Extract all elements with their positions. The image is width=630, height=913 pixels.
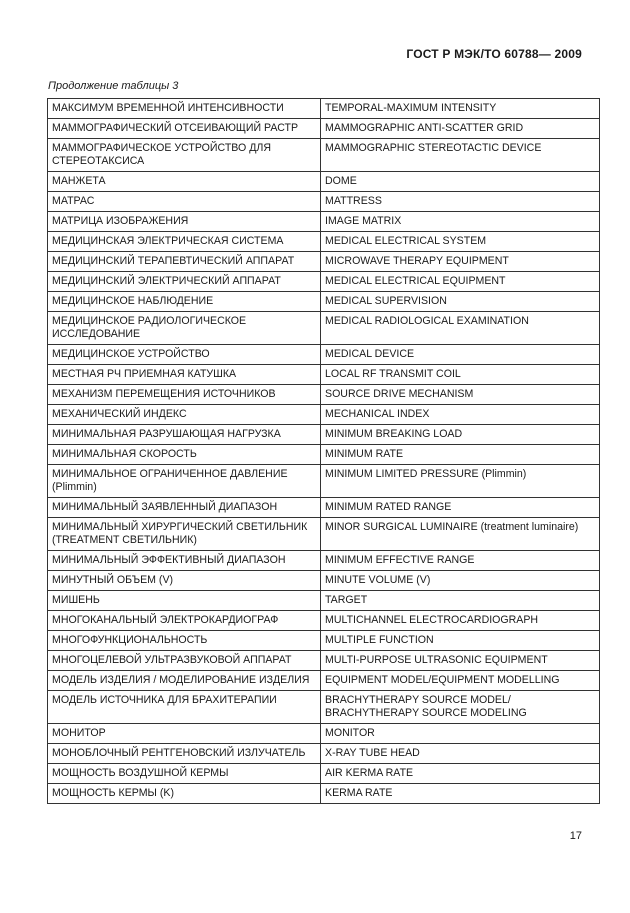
table-row <box>48 691 600 724</box>
english-term-cell: MINIMUM EFFECTIVE RANGE <box>321 551 600 571</box>
table-row <box>48 498 600 518</box>
table-row <box>48 272 600 292</box>
english-term-cell: MICROWAVE THERAPY EQUIPMENT <box>321 252 600 272</box>
table-row <box>48 139 600 172</box>
russian-term-cell: МАКСИМУМ ВРЕМЕННОЙ ИНТЕНСИВНОСТИ <box>48 99 321 119</box>
russian-term-cell: МЕДИЦИНСКИЙ ЭЛЕКТРИЧЕСКИЙ АППАРАТ <box>48 272 321 292</box>
english-term-cell: MAMMOGRAPHIC STEREOTACTIC DEVICE <box>321 139 600 172</box>
russian-term-cell: МОЩНОСТЬ ВОЗДУШНОЙ КЕРМЫ <box>48 764 321 784</box>
russian-term-cell: МЕСТНАЯ РЧ ПРИЕМНАЯ КАТУШКА <box>48 365 321 385</box>
english-term-cell: MINIMUM LIMITED PRESSURE (Plimmin) <box>321 465 600 498</box>
english-term-cell: X-RAY TUBE HEAD <box>321 744 600 764</box>
russian-term-cell: МЕДИЦИНСКОЕ УСТРОЙСТВО <box>48 345 321 365</box>
russian-term-cell: МЕХАНИЧЕСКИЙ ИНДЕКС <box>48 405 321 425</box>
russian-term-cell: МЕДИЦИНСКАЯ ЭЛЕКТРИЧЕСКАЯ СИСТЕМА <box>48 232 321 252</box>
english-term-cell: MONITOR <box>321 724 600 744</box>
english-term-cell: EQUIPMENT MODEL/EQUIPMENT MODELLING <box>321 671 600 691</box>
table-row <box>48 232 600 252</box>
russian-term-cell: МНОГОФУНКЦИОНАЛЬНОСТЬ <box>48 631 321 651</box>
table-row <box>48 365 600 385</box>
russian-term-cell: МИНИМАЛЬНАЯ РАЗРУШАЮЩАЯ НАГРУЗКА <box>48 425 321 445</box>
table-row <box>48 99 600 119</box>
table-row <box>48 571 600 591</box>
russian-term-cell: МИНИМАЛЬНАЯ СКОРОСТЬ <box>48 445 321 465</box>
table-row <box>48 465 600 498</box>
page-number: 17 <box>569 830 582 842</box>
table-row <box>48 212 600 232</box>
english-term-cell: MECHANICAL INDEX <box>321 405 600 425</box>
russian-term-cell: МОЩНОСТЬ КЕРМЫ (K) <box>48 784 321 804</box>
terms-table <box>47 98 600 804</box>
table-row <box>48 172 600 192</box>
standard-code-header: ГОСТ Р МЭК/ТО 60788— 2009 <box>406 47 582 61</box>
table-row <box>48 611 600 631</box>
table-row <box>48 385 600 405</box>
russian-term-cell: МОДЕЛЬ ИЗДЕЛИЯ / МОДЕЛИРОВАНИЕ ИЗДЕЛИЯ <box>48 671 321 691</box>
english-term-cell: SOURCE DRIVE MECHANISM <box>321 385 600 405</box>
table-row <box>48 724 600 744</box>
russian-term-cell: МОНОБЛОЧНЫЙ РЕНТГЕНОВСКИЙ ИЗЛУЧАТЕЛЬ <box>48 744 321 764</box>
english-term-cell: MEDICAL ELECTRICAL SYSTEM <box>321 232 600 252</box>
english-term-cell: TEMPORAL-MAXIMUM INTENSITY <box>321 99 600 119</box>
russian-term-cell: МАНЖЕТА <box>48 172 321 192</box>
table-row <box>48 292 600 312</box>
english-term-cell: MINIMUM BREAKING LOAD <box>321 425 600 445</box>
russian-term-cell: МОНИТОР <box>48 724 321 744</box>
english-term-cell: MULTICHANNEL ELECTROCARDIOGRAPH <box>321 611 600 631</box>
russian-term-cell: МЕДИЦИНСКОЕ НАБЛЮДЕНИЕ <box>48 292 321 312</box>
english-term-cell: MINOR SURGICAL LUMINAIRE (treatment luminaire) <box>321 518 600 551</box>
table-row <box>48 345 600 365</box>
english-term-cell: LOCAL RF TRANSMIT COIL <box>321 365 600 385</box>
russian-term-cell: МИНУТНЫЙ ОБЪЕМ (V) <box>48 571 321 591</box>
russian-term-cell: МИНИМАЛЬНЫЙ ЭФФЕКТИВНЫЙ ДИАПАЗОН <box>48 551 321 571</box>
russian-term-cell: МИНИМАЛЬНОЕ ОГРАНИЧЕННОЕ ДАВЛЕНИЕ (Plimmin) <box>48 465 321 498</box>
terms-table-body <box>48 99 600 804</box>
english-term-cell: DOME <box>321 172 600 192</box>
english-term-cell: MINUTE VOLUME (V) <box>321 571 600 591</box>
table-row <box>48 651 600 671</box>
russian-term-cell: МИНИМАЛЬНЫЙ ХИРУРГИЧЕСКИЙ СВЕТИЛЬНИК (TREATMENT СВЕТИЛЬНИК) <box>48 518 321 551</box>
russian-term-cell: МАТРИЦА ИЗОБРАЖЕНИЯ <box>48 212 321 232</box>
table-row <box>48 445 600 465</box>
english-term-cell: MEDICAL RADIOLOGICAL EXAMINATION <box>321 312 600 345</box>
table-row <box>48 631 600 651</box>
russian-term-cell: МНОГОЦЕЛЕВОЙ УЛЬТРАЗВУКОВОЙ АППАРАТ <box>48 651 321 671</box>
table-row <box>48 551 600 571</box>
english-term-cell: BRACHYTHERAPY SOURCE MODEL/ BRACHYTHERAPY SOURCE MODELING <box>321 691 600 724</box>
table-row <box>48 744 600 764</box>
table-row <box>48 671 600 691</box>
english-term-cell: TARGET <box>321 591 600 611</box>
table-row <box>48 518 600 551</box>
english-term-cell: KERMA RATE <box>321 784 600 804</box>
table-caption: Продолжение таблицы 3 <box>48 80 179 92</box>
table-row <box>48 784 600 804</box>
english-term-cell: MINIMUM RATED RANGE <box>321 498 600 518</box>
russian-term-cell: МЕХАНИЗМ ПЕРЕМЕЩЕНИЯ ИСТОЧНИКОВ <box>48 385 321 405</box>
english-term-cell: IMAGE MATRIX <box>321 212 600 232</box>
table-row <box>48 119 600 139</box>
russian-term-cell: МОДЕЛЬ ИСТОЧНИКА ДЛЯ БРАХИТЕРАПИИ <box>48 691 321 724</box>
english-term-cell: AIR KERMA RATE <box>321 764 600 784</box>
russian-term-cell: МАММОГРАФИЧЕСКИЙ ОТСЕИВАЮЩИЙ РАСТР <box>48 119 321 139</box>
table-row <box>48 764 600 784</box>
table-row <box>48 425 600 445</box>
english-term-cell: MINIMUM RATE <box>321 445 600 465</box>
english-term-cell: MULTIPLE FUNCTION <box>321 631 600 651</box>
english-term-cell: MEDICAL ELECTRICAL EQUIPMENT <box>321 272 600 292</box>
russian-term-cell: МИШЕНЬ <box>48 591 321 611</box>
table-row <box>48 312 600 345</box>
table-row <box>48 405 600 425</box>
english-term-cell: MAMMOGRAPHIC ANTI-SCATTER GRID <box>321 119 600 139</box>
russian-term-cell: МНОГОКАНАЛЬНЫЙ ЭЛЕКТРОКАРДИОГРАФ <box>48 611 321 631</box>
table-row <box>48 591 600 611</box>
english-term-cell: MEDICAL DEVICE <box>321 345 600 365</box>
russian-term-cell: МАММОГРАФИЧЕСКОЕ УСТРОЙСТВО ДЛЯ СТЕРЕОТАКСИСА <box>48 139 321 172</box>
russian-term-cell: МИНИМАЛЬНЫЙ ЗАЯВЛЕННЫЙ ДИАПАЗОН <box>48 498 321 518</box>
english-term-cell: MEDICAL SUPERVISION <box>321 292 600 312</box>
english-term-cell: MULTI-PURPOSE ULTRASONIC EQUIPMENT <box>321 651 600 671</box>
table-row <box>48 252 600 272</box>
english-term-cell: MATTRESS <box>321 192 600 212</box>
table-row <box>48 192 600 212</box>
russian-term-cell: МАТРАС <box>48 192 321 212</box>
russian-term-cell: МЕДИЦИНСКОЕ РАДИОЛОГИЧЕСКОЕ ИССЛЕДОВАНИЕ <box>48 312 321 345</box>
russian-term-cell: МЕДИЦИНСКИЙ ТЕРАПЕВТИЧЕСКИЙ АППАРАТ <box>48 252 321 272</box>
